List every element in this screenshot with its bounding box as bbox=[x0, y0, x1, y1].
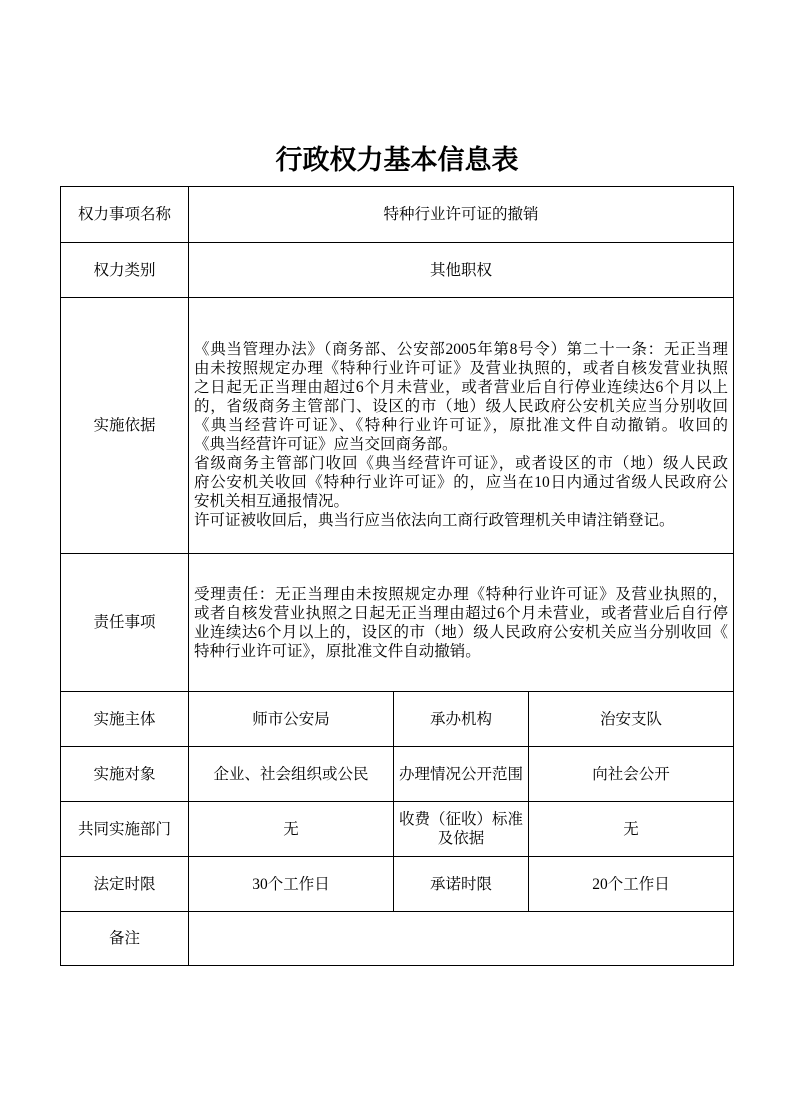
row-power-category bbox=[61, 243, 734, 298]
basis-text-line: 省级商务主管部门收回《典当经营许可证》，或者设区的市（地）级人民政 bbox=[194, 454, 728, 472]
responsibility-text-line: 受理责任：无正当理由未按照规定办理《特种行业许可证》及营业执照的， bbox=[194, 585, 728, 603]
power-name-label: 权力事项名称 bbox=[61, 187, 189, 243]
info-table bbox=[60, 186, 734, 966]
row-power-name bbox=[61, 187, 734, 243]
basis-text-line: 安机关相互通报情况。 bbox=[194, 492, 350, 510]
basis-text-line: 府公安机关收回《特种行业许可证》的，应当在10日内通过省级人民政府公 bbox=[194, 473, 728, 491]
page-title: 行政权力基本信息表 bbox=[275, 145, 519, 175]
disclosure-scope-label: 办理情况公开范围 bbox=[394, 747, 529, 802]
responsibility-text-line: 业连续达6个月以上的，设区的市（地）级人民政府公安机关应当分别收回《 bbox=[194, 623, 728, 641]
remarks-label: 备注 bbox=[61, 912, 189, 966]
basis-value bbox=[189, 298, 734, 554]
responsibility-text-line: 特种行业许可证》，原批准文件自动撤销。 bbox=[194, 642, 481, 660]
remarks-value bbox=[189, 912, 734, 966]
handling-agency-label: 承办机构 bbox=[394, 692, 529, 747]
promised-limit-value: 20个工作日 bbox=[529, 857, 734, 912]
basis-label: 实施依据 bbox=[61, 298, 189, 554]
implementing-body-value: 师市公安局 bbox=[189, 692, 394, 747]
joint-departments-value: 无 bbox=[189, 802, 394, 857]
row-joint-departments bbox=[61, 802, 734, 857]
power-category-value: 其他职权 bbox=[189, 243, 734, 298]
fee-basis-value: 无 bbox=[529, 802, 734, 857]
row-implementing-body bbox=[61, 692, 734, 747]
fee-basis-label: 收费（征收）标准及依据 bbox=[394, 802, 529, 857]
responsibility-value bbox=[189, 554, 734, 692]
target-label: 实施对象 bbox=[61, 747, 189, 802]
basis-text-line: 《典当管理办法》（商务部、公安部2005年第8号令）第二十一条：无正当理 bbox=[194, 340, 728, 358]
basis-text-line: 之日起无正当理由超过6个月未营业，或者营业后自行停业连续达6个月以上 bbox=[194, 378, 728, 396]
basis-text-line: 《典当经营许可证》应当交回商务部。 bbox=[194, 435, 458, 453]
basis-text-line: 《典当经营许可证》、《特种行业许可证》，原批准文件自动撤销。收回的 bbox=[194, 416, 728, 434]
target-value: 企业、社会组织或公民 bbox=[189, 747, 394, 802]
responsibility-paragraph bbox=[194, 585, 728, 661]
power-category-label: 权力类别 bbox=[61, 243, 189, 298]
row-remarks bbox=[61, 912, 734, 966]
basis-text-line: 的，省级商务主管部门、设区的市（地）级人民政府公安机关应当分别收回 bbox=[194, 397, 728, 415]
basis-text-line: 许可证被收回后，典当行应当依法向工商行政管理机关申请注销登记。 bbox=[194, 511, 675, 529]
joint-departments-label: 共同实施部门 bbox=[61, 802, 189, 857]
row-responsibility bbox=[61, 554, 734, 692]
row-time-limits bbox=[61, 857, 734, 912]
row-basis bbox=[61, 298, 734, 554]
basis-paragraph bbox=[194, 511, 728, 530]
row-target bbox=[61, 747, 734, 802]
statutory-limit-value: 30个工作日 bbox=[189, 857, 394, 912]
basis-text-line: 由未按照规定办理《特种行业许可证》及营业执照的，或者自核发营业执照 bbox=[194, 359, 728, 377]
basis-paragraph bbox=[194, 340, 728, 454]
handling-agency-value: 治安支队 bbox=[529, 692, 734, 747]
implementing-body-label: 实施主体 bbox=[61, 692, 189, 747]
basis-paragraph bbox=[194, 454, 728, 511]
power-name-value: 特种行业许可证的撤销 bbox=[189, 187, 734, 243]
disclosure-scope-value: 向社会公开 bbox=[529, 747, 734, 802]
promised-limit-label: 承诺时限 bbox=[394, 857, 529, 912]
statutory-limit-label: 法定时限 bbox=[61, 857, 189, 912]
responsibility-label: 责任事项 bbox=[61, 554, 189, 692]
responsibility-text-line: 或者自核发营业执照之日起无正当理由超过6个月未营业，或者营业后自行停 bbox=[194, 604, 728, 622]
